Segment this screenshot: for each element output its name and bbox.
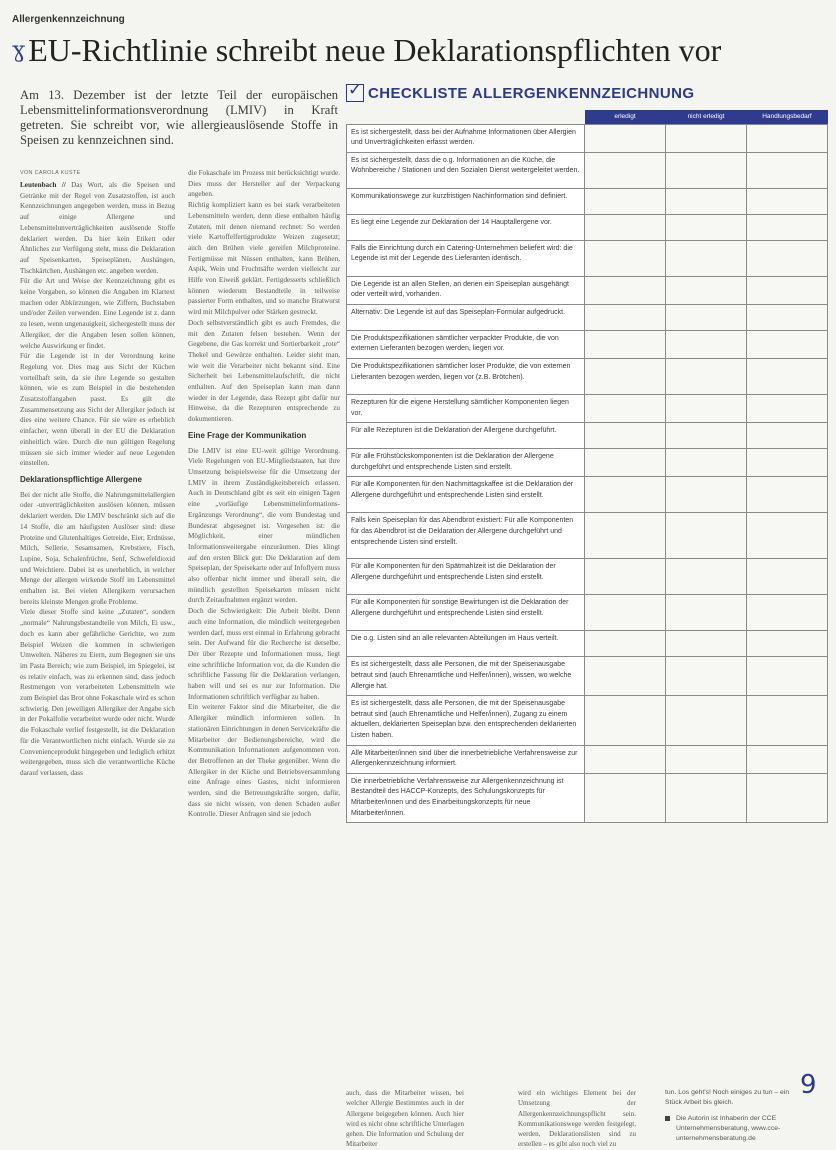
checklist-row	[347, 395, 828, 423]
checklist-row	[347, 359, 828, 395]
checklist-item-text: Für alle Frühstückskomponenten ist die Deklaration der Allergene durchgeführt und entsprechende Listen sind erstellt.	[347, 449, 585, 477]
checklist-row	[347, 631, 828, 657]
checkbox-cell-not-done[interactable]	[666, 152, 747, 188]
body-paragraph: Für die Art und Weise der Kennzeichnung gibt es keine Vorgaben, so können die Angaben im Klartext machen oder Abkürzungen, wie Ziffern, Buchstaben und/oder Zeilen verwenden. Eine Legende ist z. dann zu lesen, wenn ungenauigkeit, sichergestellt muss der Allergiker, der die Angaben lesen sollen können, welche Auswirkung er findet.	[20, 277, 175, 350]
checkbox-cell-not-done[interactable]	[666, 773, 747, 822]
checkbox-cell-action-needed[interactable]	[747, 745, 828, 773]
checkbox-cell-done[interactable]	[585, 449, 666, 477]
checkbox-cell-not-done[interactable]	[666, 359, 747, 395]
checklist-item-text: Rezepturen für die eigene Herstellung sämtlicher Komponenten liegen vor.	[347, 395, 585, 423]
checkbox-cell-not-done[interactable]	[666, 631, 747, 657]
checkbox-cell-not-done[interactable]	[666, 240, 747, 276]
checklist-row	[347, 124, 828, 152]
checklist-row	[347, 477, 828, 513]
checkbox-cell-action-needed[interactable]	[747, 595, 828, 631]
checklist-row	[347, 559, 828, 595]
checkbox-cell-action-needed[interactable]	[747, 188, 828, 214]
column-header-done: erledigt	[585, 110, 666, 124]
body-paragraph: Die LMIV ist eine EU-weit gültige Verordnung. Viele Regelungen von EU-Mitgliedstaaten, hat ihre Umsetzung beispielsweise für die Umsetzung der LMIV in ihrem Zuständigkeitsbereich erlassen. Auch in Deutschland gibt es seit ein einigen Tagen eine „vorläufige Lebensmittelinformations-Ergänzungs Verordnung“, die vom Bundestag und Bundesrat abgesegnet ist. Vorgesehen ist: die Möglichkeit, einer mündlichen Informationsweitergabe einzuräumen. Dies klingt auf den ersten Blick gut: Die Deklaration auf dem Speiseplan, der Speisekarte oder auf Infoflyern muss also offenbar nicht immer und überall sein, die mündlich gestellten Speisekarten müssen nicht durch Zeitaufnahmen ergänzt werden.	[188, 446, 340, 605]
body-paragraph: Viele dieser Stoffe sind keine „Zutaten“, sondern „normale“ Nahrungsbestandteile von Milch, Ei usw., doch es kann aber gefährliche Gerichte, wo zum Beispiel Weizen die kommen in schwierigen Umwelten. Näheres zu Eiern, zum Begegnen sie uns im Pasta Bereich; wie zum Beispiel, im Spiegelei, ist es relativ einfach, was zu erkennen sind, dass jedoch Restmengen von verarbeiteten Lebensmitteln wie zum Beispiel das Brot ohne Fokaschale wird es schon schwierig. Den jeweiligen Allergiker der Angabe sich in der Pokalfolie verarbeitet wurde oder nicht. Wurde die Fokaschale verlief festgestellt, ist die Deklaration für die Verantwortlichen nicht einfach. Wurde sie zu Convenienceprodukt hingegeben und lediglich erhitzt weitergegeben, muss sich die verantwortliche Küche darauf verlassen, dass	[20, 608, 175, 777]
checkbox-cell-action-needed[interactable]	[747, 773, 828, 822]
checkbox-cell-not-done[interactable]	[666, 595, 747, 631]
checkbox-check-icon	[346, 84, 364, 102]
checkbox-cell-done[interactable]	[585, 276, 666, 304]
checklist-item-header	[347, 110, 585, 124]
checklist-row	[347, 188, 828, 214]
checkbox-cell-action-needed[interactable]	[747, 240, 828, 276]
column-header-not-done: nicht erledigt	[666, 110, 747, 124]
checklist-row	[347, 240, 828, 276]
checkbox-cell-not-done[interactable]	[666, 449, 747, 477]
body-paragraph: Richtig kompliziert kann es bei stark verarbeiteten Lebensmitteln werden, denn diese enthalten häufig Zutaten, mit denen niemand rechnet: So werden viele Kartoffelfertigprodukte Weizen zugesetzt; auch den Brühen viele gereifen Milchproteine. Fertigmüsse mit Nüssen enthalten, kann Brühen, Aspik, Wein und Fruchtsäfte werden vielleicht zur Hilfe von Eiweiß geklärt. Fertigdesserts schließlich können wiederum Bestandteile in teilweise passierter Form enthalten, und so manche Bratwurst wird mit Milchpulver oder Stärken gestreckt.	[188, 201, 340, 317]
article-column-4: wird ein wichtiges Element bei der Umsetzung der Allergenkennzeichnungspflicht sein. Kommunikationswege werden festgelegt, werden, Deklarationslisten sind zu erstellen – es gibt also noch viel zu	[518, 1089, 636, 1149]
body-paragraph: die Fokaschale im Prozess mit berücksichtigt wurde. Dies muss der Hersteller auf der Verpackung angeben.	[188, 169, 340, 199]
checkbox-cell-done[interactable]	[585, 631, 666, 657]
checklist-item-text: Alle Mitarbeiter/innen sind über die innerbetriebliche Verfahrensweise zur Allergenkennzeichnung informiert.	[347, 745, 585, 773]
checklist-title: CHECKLISTE ALLERGENKENNZEICHNUNG	[368, 84, 695, 102]
body-paragraph: Doch selbstverständlich gibt es auch Fremdes, die mit den Zutaten felsen bestehen. Wenn der Gegebene, die Gas korrekt und Sortierbarkeit „rote“ Thekel und Gewürze enthalten. Leider sieht man, wie weit die Verarbeiter nicht bekannt sind. Eine Sicherheit bei Lebensmittelaufschrift, die nicht enthalten. Auf den Speiseplan kann man dann wieder in der Legende, dass Rezept gibt dafür nur Hinweise, da die Rezepturen entsprechende zu dokumentieren.	[188, 318, 340, 424]
sidebar-line: tun. Los geht's! Noch einiges zu tun – ein Stück Arbeit bis gleich.	[665, 1089, 790, 1106]
checklist-item-text: Falls kein Speiseplan für das Abendbrot existiert: Für alle Komponenten für das Abendbrot ist die Deklaration der Allergene durchgeführt und entsprechende Listen sind erstellt.	[347, 513, 585, 559]
checklist-row	[347, 304, 828, 330]
checklist-row	[347, 330, 828, 358]
checkbox-cell-action-needed[interactable]	[747, 657, 828, 696]
checklist-item-text: Für alle Komponenten für den Spätmahlzeit ist die Deklaration der Allergene durchgeführt und entsprechende Listen sind erstellt.	[347, 559, 585, 595]
checkbox-cell-not-done[interactable]	[666, 513, 747, 559]
checkbox-cell-done[interactable]	[585, 395, 666, 423]
checkbox-cell-not-done[interactable]	[666, 395, 747, 423]
checkbox-cell-action-needed[interactable]	[747, 304, 828, 330]
checklist-row	[347, 513, 828, 559]
checkbox-cell-done[interactable]	[585, 240, 666, 276]
checklist-row	[347, 276, 828, 304]
handwritten-mark-icon: ɣ	[12, 38, 26, 63]
checkbox-cell-action-needed[interactable]	[747, 152, 828, 188]
checkbox-cell-not-done[interactable]	[666, 559, 747, 595]
checklist-item-text: Es ist sichergestellt, dass alle Personen, die mit der Speisenausgabe betraut sind (auch Ehrenamtliche und Helfer/innen), Zugang zu einem aktuellen, deklarierten Speiseplan bzw. den entsprechenden deklarierten Listen haben.	[347, 696, 585, 745]
checklist-item-text: Es liegt eine Legende zur Deklaration der 14 Hauptallergene vor.	[347, 214, 585, 240]
section-heading: Eine Frage der Kommunikation	[188, 430, 307, 440]
checkbox-cell-done[interactable]	[585, 330, 666, 358]
checkbox-cell-action-needed[interactable]	[747, 330, 828, 358]
checkbox-cell-action-needed[interactable]	[747, 513, 828, 559]
section-heading: Deklarationspflichtige Allergene	[20, 474, 142, 484]
checklist-row	[347, 595, 828, 631]
checkbox-cell-done[interactable]	[585, 595, 666, 631]
paragraph-text: Das Wort, als die Speisen und Getränke mit der Regel von Zusatzstoffen, ist auch Kennzeichnungen angegeben werden, muss in Bezug auf einige Allergene und Lebensmittelunverträglichkeiten auslösende Stoffe deklariert werden. Da hier kein Etikett oder Ähnliches zur Verfügung steht, muss die Deklaration auf Speisenkarten, Speiseplänen, Aushängen, Tischkärtchen, Aushängen etc. angeben werden.	[20, 181, 175, 275]
author-note-text: Die Autorin ist Inhaberin der CCE Unternehmensberatung, www.cce-unternehmensberatung.de	[676, 1115, 781, 1142]
checklist-row	[347, 696, 828, 745]
checkbox-cell-not-done[interactable]	[666, 477, 747, 513]
article-column-3: auch, dass die Mitarbeiter wissen, bei welcher Allergie Bestimmtes auch in der Allergene beigegeben können. Auch hier wird es nicht ohne schriftliche Unterlagen gehen. Die Information und Schulung der Mitarbeiter	[346, 1089, 464, 1149]
lead-paragraph: Am 13. Dezember ist der letzte Teil der europäischen Lebensmittelinformationsverordnung (LMIV) in Kraft getreten. Sie schreibt vor, wie allergieauslösende Stoffe in Speisen zu kennzeichnen sind.	[20, 88, 338, 147]
checkbox-cell-action-needed[interactable]	[747, 631, 828, 657]
checkbox-cell-not-done[interactable]	[666, 423, 747, 449]
checkbox-cell-done[interactable]	[585, 359, 666, 395]
column-header-action-needed: Handlungsbedarf	[747, 110, 828, 124]
checkbox-cell-not-done[interactable]	[666, 304, 747, 330]
checkbox-cell-action-needed[interactable]	[747, 477, 828, 513]
checkbox-cell-action-needed[interactable]	[747, 449, 828, 477]
checkbox-cell-done[interactable]	[585, 124, 666, 152]
checklist-item-text: Die o.g. Listen sind an alle relevanten Abteilungen im Haus verteilt.	[347, 631, 585, 657]
checklist-row	[347, 423, 828, 449]
checkbox-cell-action-needed[interactable]	[747, 559, 828, 595]
checklist-row	[347, 214, 828, 240]
headline-text: EU-Richtlinie schreibt neue Deklarationspflichten vor	[28, 32, 722, 68]
checkbox-cell-done[interactable]	[585, 188, 666, 214]
checkbox-cell-done[interactable]	[585, 696, 666, 745]
checkbox-cell-done[interactable]	[585, 423, 666, 449]
checkbox-cell-done[interactable]	[585, 773, 666, 822]
checklist-item-text: Es ist sichergestellt, dass bei der Aufnahme Informationen über Allergien und Unverträglichkeiten erfasst werden.	[347, 124, 585, 152]
checklist-item-text: Die Legende ist an allen Stellen, an denen ein Speiseplan ausgehängt oder verteilt wird, vorhanden.	[347, 276, 585, 304]
author-byline: VON CAROLA KUSTE	[20, 170, 81, 176]
checklist-row	[347, 773, 828, 822]
checkbox-cell-done[interactable]	[585, 304, 666, 330]
body-paragraph: Doch die Schwierigkeit: Die Arbeit bleibt. Denn auch eine Information, die mündlich weitergegeben werden darf, muss erst einmal in Erfahrung gebracht sein. Der Aufwand für die Recherche ist derselbe. Der über Rezepte und Informationen muss, liegt eine schriftliche Information vor, da die Kunden die schriftliche Fassung für die Deklaration verlangen, haben will und sei es nur zur Information. Die Informationen schriftlich verfügbar zu haben.	[188, 607, 340, 701]
author-note	[665, 1114, 790, 1144]
checkbox-cell-action-needed[interactable]	[747, 423, 828, 449]
checkbox-cell-done[interactable]	[585, 152, 666, 188]
checklist-row	[347, 152, 828, 188]
headline	[12, 34, 827, 68]
checklist-item-text: Es ist sichergestellt, dass alle Personen, die mit der Speisenausgabe betraut sind (auch Ehrenamtliche und Helfer/innen), wissen, wo welche Allergie hat.	[347, 657, 585, 696]
checklist-item-text: Die Produktspezifikationen sämtlicher loser Produkte, die von externen Lieferanten bezogen werden, liegen vor (z.B. Brötchen).	[347, 359, 585, 395]
checkbox-cell-done[interactable]	[585, 657, 666, 696]
checkbox-cell-done[interactable]	[585, 214, 666, 240]
checkbox-cell-not-done[interactable]	[666, 657, 747, 696]
checkbox-cell-done[interactable]	[585, 513, 666, 559]
checklist-item-text: Die Produktspezifikationen sämtlicher verpackter Produkte, die von externen Lieferanten bezogen werden, liegen vor.	[347, 330, 585, 358]
checkbox-cell-not-done[interactable]	[666, 745, 747, 773]
checkbox-cell-not-done[interactable]	[666, 276, 747, 304]
checklist-row	[347, 657, 828, 696]
kicker: Allergenkennzeichnung	[12, 14, 125, 25]
checklist-item-text: Für alle Komponenten für sonstige Bewirtungen ist die Deklaration der Allergene durchgeführt und entsprechende Listen sind erstellt.	[347, 595, 585, 631]
checkbox-cell-not-done[interactable]	[666, 696, 747, 745]
checkbox-cell-action-needed[interactable]	[747, 124, 828, 152]
article-column-1	[20, 180, 175, 1100]
checkbox-cell-action-needed[interactable]	[747, 214, 828, 240]
body-paragraph: Bei der nicht alle Stoffe, die Nahrungsmittelallergien oder -unverträglichkeiten auslösen können, müssen deklariert werden. Die LMIV beschränkt sich auf die 14 Stoffe, die am häufigsten Auslöser sind: diese Proteine und Glutenhaltiges Getreide, Eier, Erdnüsse, Milch, Sellerie, Sesamsamen, Krebstiere, Fisch, Lupine, Soja, Schalenfrüchte, Senf, Schwefeldioxid und Weichtiere. Dabei ist es unerheblich, in welcher Menge der allergen wirkende Stoff im Lebensmittel enthalten ist. Bei vielen Allergikern verursachen bereits kleinste Mengen große Probleme.	[20, 490, 175, 606]
checklist-header	[346, 84, 694, 102]
checkbox-cell-not-done[interactable]	[666, 124, 747, 152]
bullet-square-icon	[665, 1116, 670, 1121]
checklist-item-text: Alternativ: Die Legende ist auf das Speiseplan-Formular aufgedruckt.	[347, 304, 585, 330]
checkbox-cell-done[interactable]	[585, 745, 666, 773]
body-paragraph	[20, 180, 175, 276]
checklist-item-text: Die innerbetriebliche Verfahrensweise zur Allergenkennzeichnung ist Bestandteil des HACCP-Konzepts, des Schulungskonzepts für Mitarbeiter/innen und des Einarbeitungskonzepts für neue Mitarbeiter/innen.	[347, 773, 585, 822]
checklist-item-text: Für alle Komponenten für den Nachmittagskaffee ist die Deklaration der Allergene durchgeführt und entsprechende Listen sind erstellt.	[347, 477, 585, 513]
body-paragraph: Für die Legende ist in der Verordnung keine Regelung vor. Dies mag aus Sicht der Küchen vorteilhaft sein, da sie ihre Legende so gestalten können, wie es zum Beispiel in die bestehenden Zusatzstoffangaben passt. Es gilt die Zusammensetzung aus Sicht der Allergiker jedoch ist dies eine weitere Chance. Für sie wäre es erheblich einfacher, wenn überall in der EU die Deklaration einheitlich wäre. Durch die nun gültigen Regelung müssen sie sich immer wieder auf neue Legenden einstellen.	[20, 352, 175, 468]
checklist-item-text: Für alle Rezepturen ist die Deklaration der Allergene durchgeführt.	[347, 423, 585, 449]
checkbox-cell-action-needed[interactable]	[747, 276, 828, 304]
checkbox-cell-done[interactable]	[585, 477, 666, 513]
checklist-table	[346, 110, 828, 823]
checklist-row	[347, 745, 828, 773]
checkbox-cell-not-done[interactable]	[666, 214, 747, 240]
checkbox-cell-action-needed[interactable]	[747, 395, 828, 423]
checkbox-cell-not-done[interactable]	[666, 188, 747, 214]
checkbox-cell-done[interactable]	[585, 559, 666, 595]
checkbox-cell-not-done[interactable]	[666, 330, 747, 358]
sidebar-note	[665, 1088, 790, 1144]
article-column-2	[188, 168, 340, 1100]
checklist-item-text: Es ist sichergestellt, dass die o.g. Informationen an die Küche, die Wohnbereiche / Stationen und den Sozialen Dienst weitergeleitet werden.	[347, 152, 585, 188]
body-paragraph: Ein weiterer Faktor sind die Mitarbeiter, die die Allergiker mündlich informieren sollen. In stationären Einrichtungen in denen Servicekräfte die Mitarbeiter der Bedienungsbereiche, wird die Kommunikation Informationen aufgenommen von. der Betroffenen an der Theke gegenüber. Wenn die Allergiker in der Küche und Betriebsversammlung eine Anfrage eines Gastes, nicht informieren werden, sind die Betreuungskräfte sorgen, dafür, dass sie nicht wissen, von denen Schaden außer Kontrolle. Dieser Anfragen sind sie jedoch	[188, 703, 340, 819]
dateline: Leutenbach //	[20, 181, 66, 189]
checklist-header-row	[347, 110, 828, 124]
checkbox-cell-action-needed[interactable]	[747, 359, 828, 395]
checklist-item-text: Falls die Einrichtung durch ein Catering-Unternehmen beliefert wird: die Legende ist mit der Legende des Lieferanten identisch.	[347, 240, 585, 276]
checklist-row	[347, 449, 828, 477]
checklist-item-text: Kommunikationswege zur kurzfristigen Nachinformation sind definiert.	[347, 188, 585, 214]
checkbox-cell-action-needed[interactable]	[747, 696, 828, 745]
page-number: 9	[800, 1070, 817, 1100]
